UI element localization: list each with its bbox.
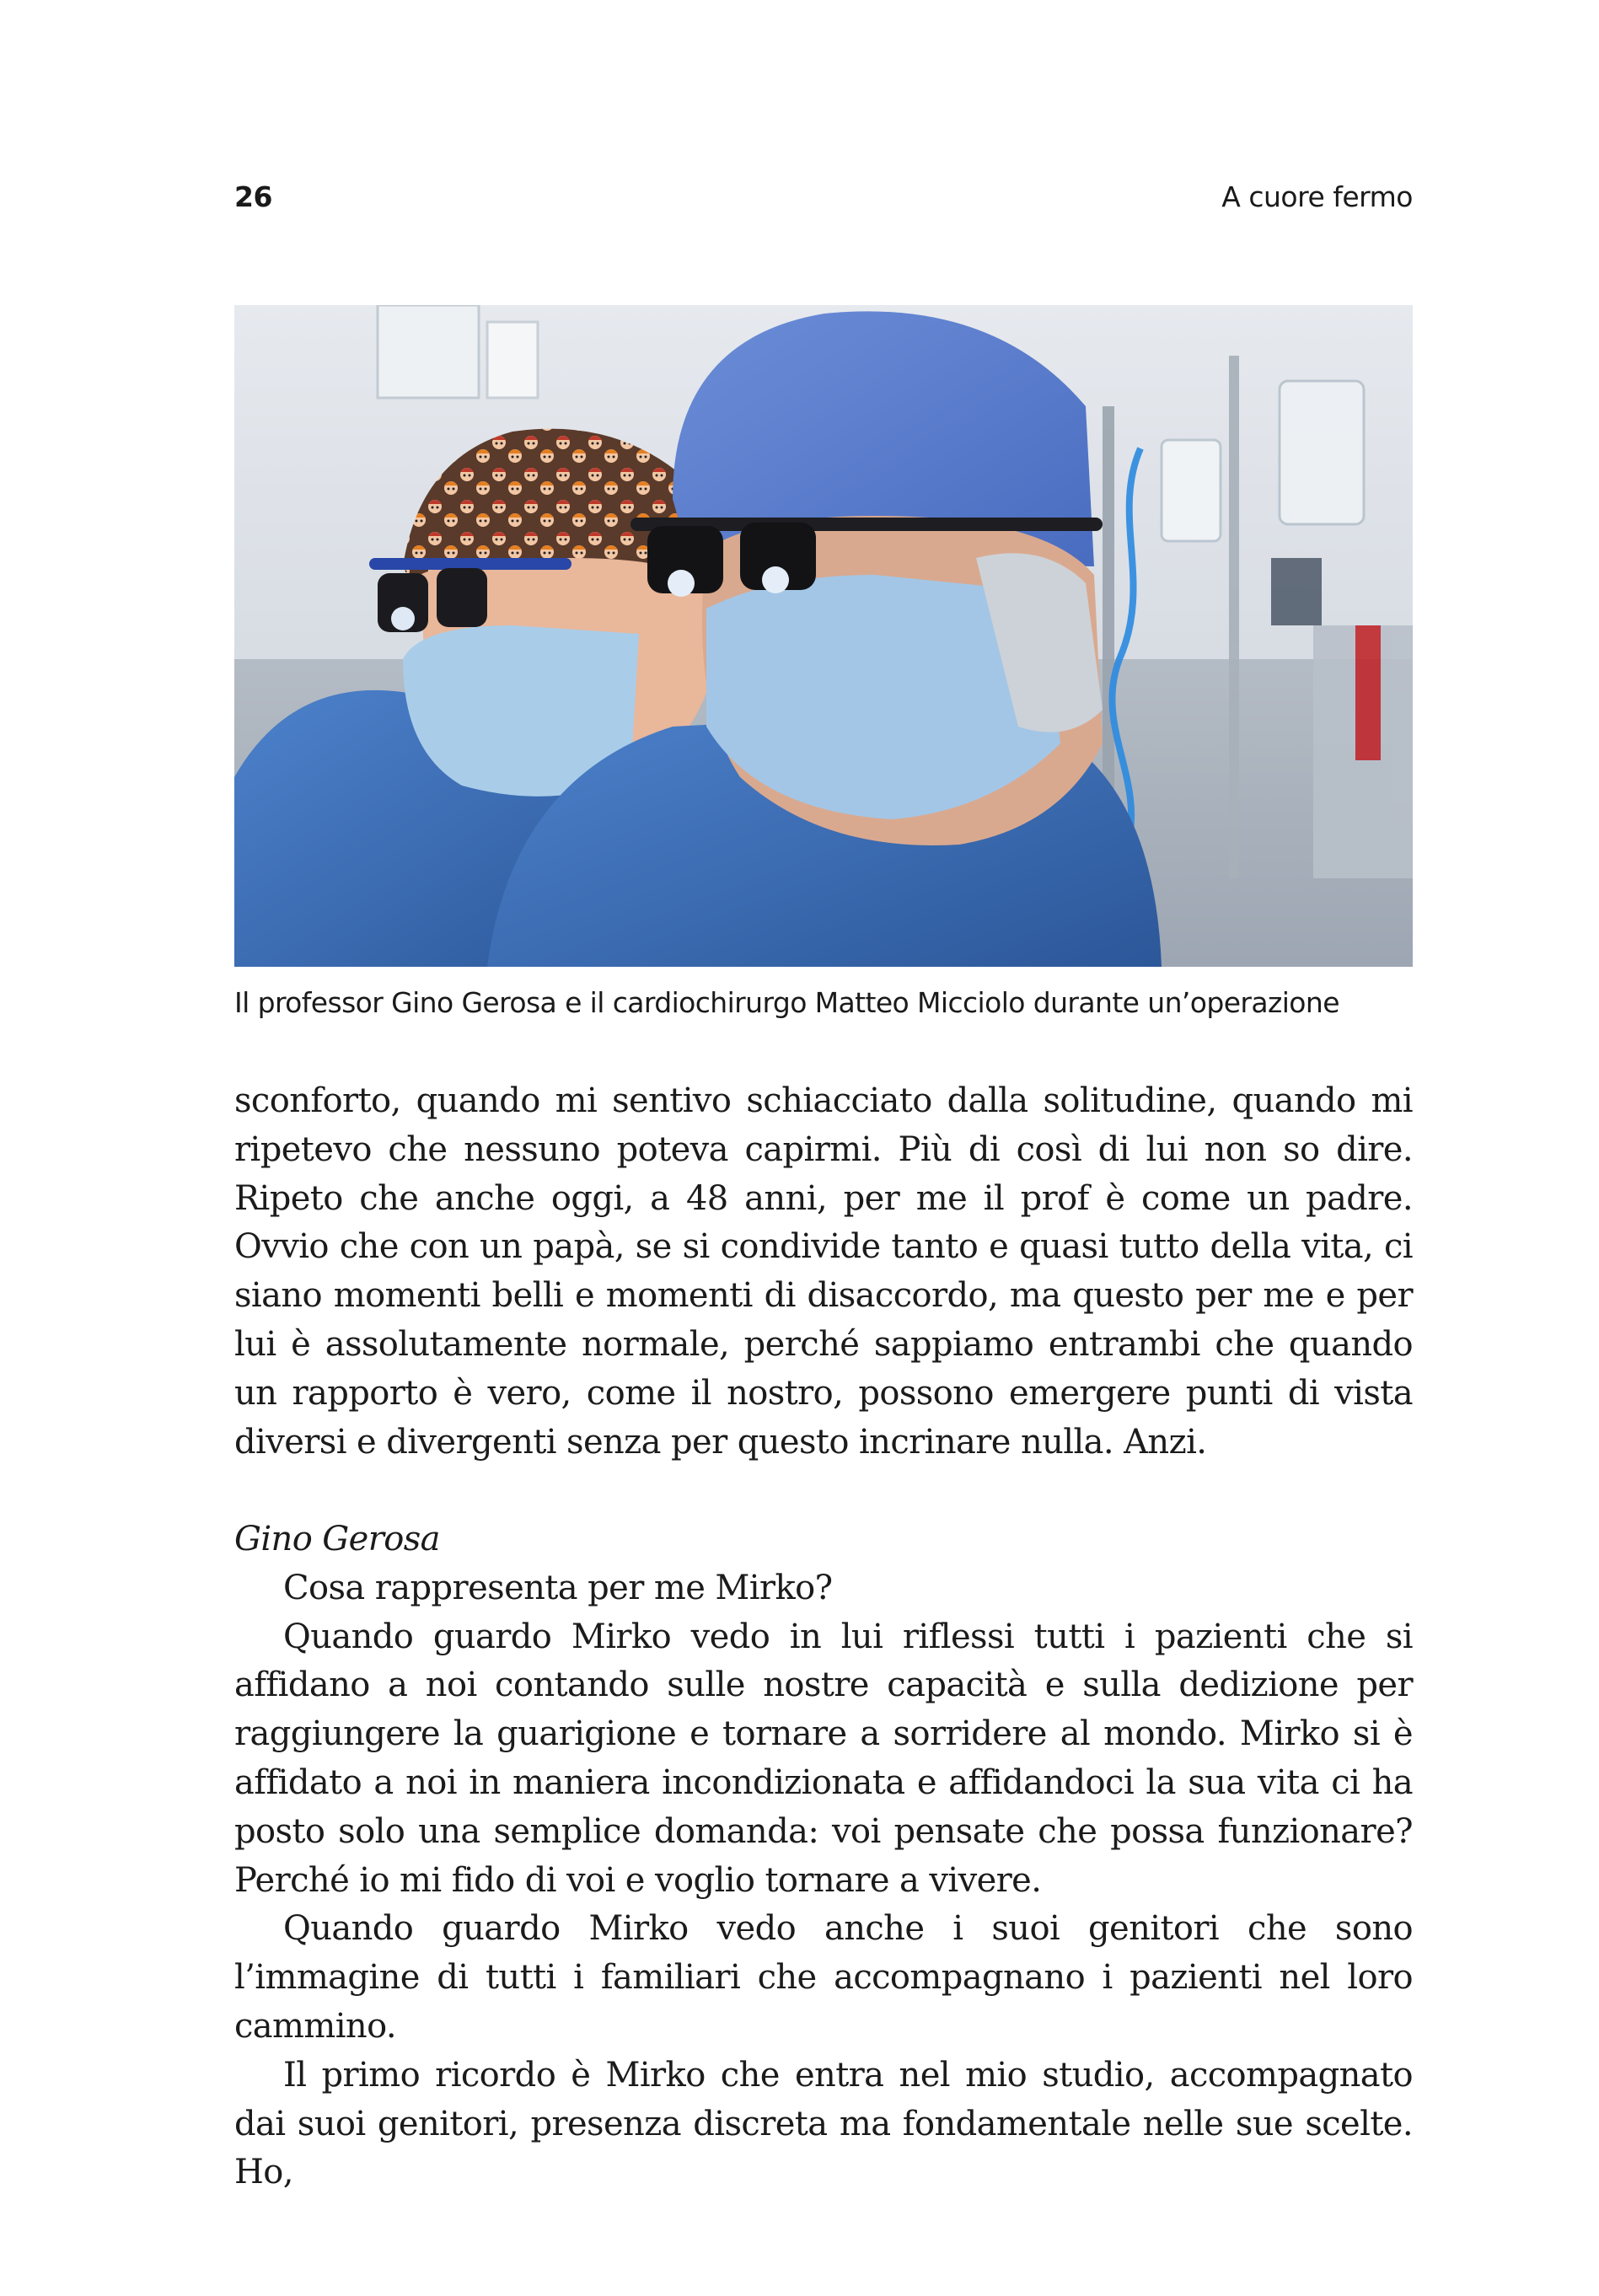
speaker-name: Gino Gerosa <box>234 1520 440 1558</box>
paragraph: sconforto, quando mi sentivo schiacciato dalla solitudine, quando mi ripetevo che nessuno poteva capirmi. Più di così di lui non so dire. Ripeto che anche oggi, a 48 anni, per me il prof è come un padre. Ovvio che con un papà, se si condivide tanto e quasi tutto della vita, ci siano momenti belli e momenti di disaccordo, ma questo per me e per lui è assolutamente normale, perché sappiamo entrambi che quando un rapporto è vero, come il nostro, possono emergere punti di vista diversi e divergenti senza per questo incrinare nulla. Anzi. <box>234 1081 1413 1462</box>
page-number: 26 <box>234 180 272 213</box>
surgeons-photo <box>234 305 1413 967</box>
paragraph: Cosa rappresenta per me Mirko? <box>283 1568 833 1607</box>
running-header <box>234 180 1413 228</box>
body-text-top <box>234 1077 1413 1467</box>
surgeons-photo-illustration <box>234 305 1413 967</box>
paragraph: Quando guardo Mirko vedo anche i suoi genitori che sono l’immagine di tutti i familiari che accompagnano i pazienti nel loro cammino. <box>234 1909 1413 2046</box>
body-text-bottom <box>234 1515 1413 2197</box>
paragraph: Il primo ricordo è Mirko che entra nel mio studio, accompagnato dai suoi genitori, presenza discreta ma fondamentale nelle sue scelte. Ho, <box>234 2055 1413 2192</box>
paragraph: Quando guardo Mirko vedo in lui riflessi tutti i pazienti che si affidano a noi contando sulle nostre capacità e sulla dedizione per raggiungere la guarigione e tornare a sorridere al mondo. Mirko si è affidato a noi in maniera incondizionata e affidandoci la sua vita ci ha posto solo una semplice domanda: voi pensate che possa funzionare? Perché io mi fido di voi e voglio tornare a vivere. <box>234 1617 1413 1900</box>
figure-caption: Il professor Gino Gerosa e il cardiochirurgo Matteo Micciolo durante un’operazione <box>234 986 1339 1019</box>
running-title: A cuore fermo <box>1221 180 1413 213</box>
